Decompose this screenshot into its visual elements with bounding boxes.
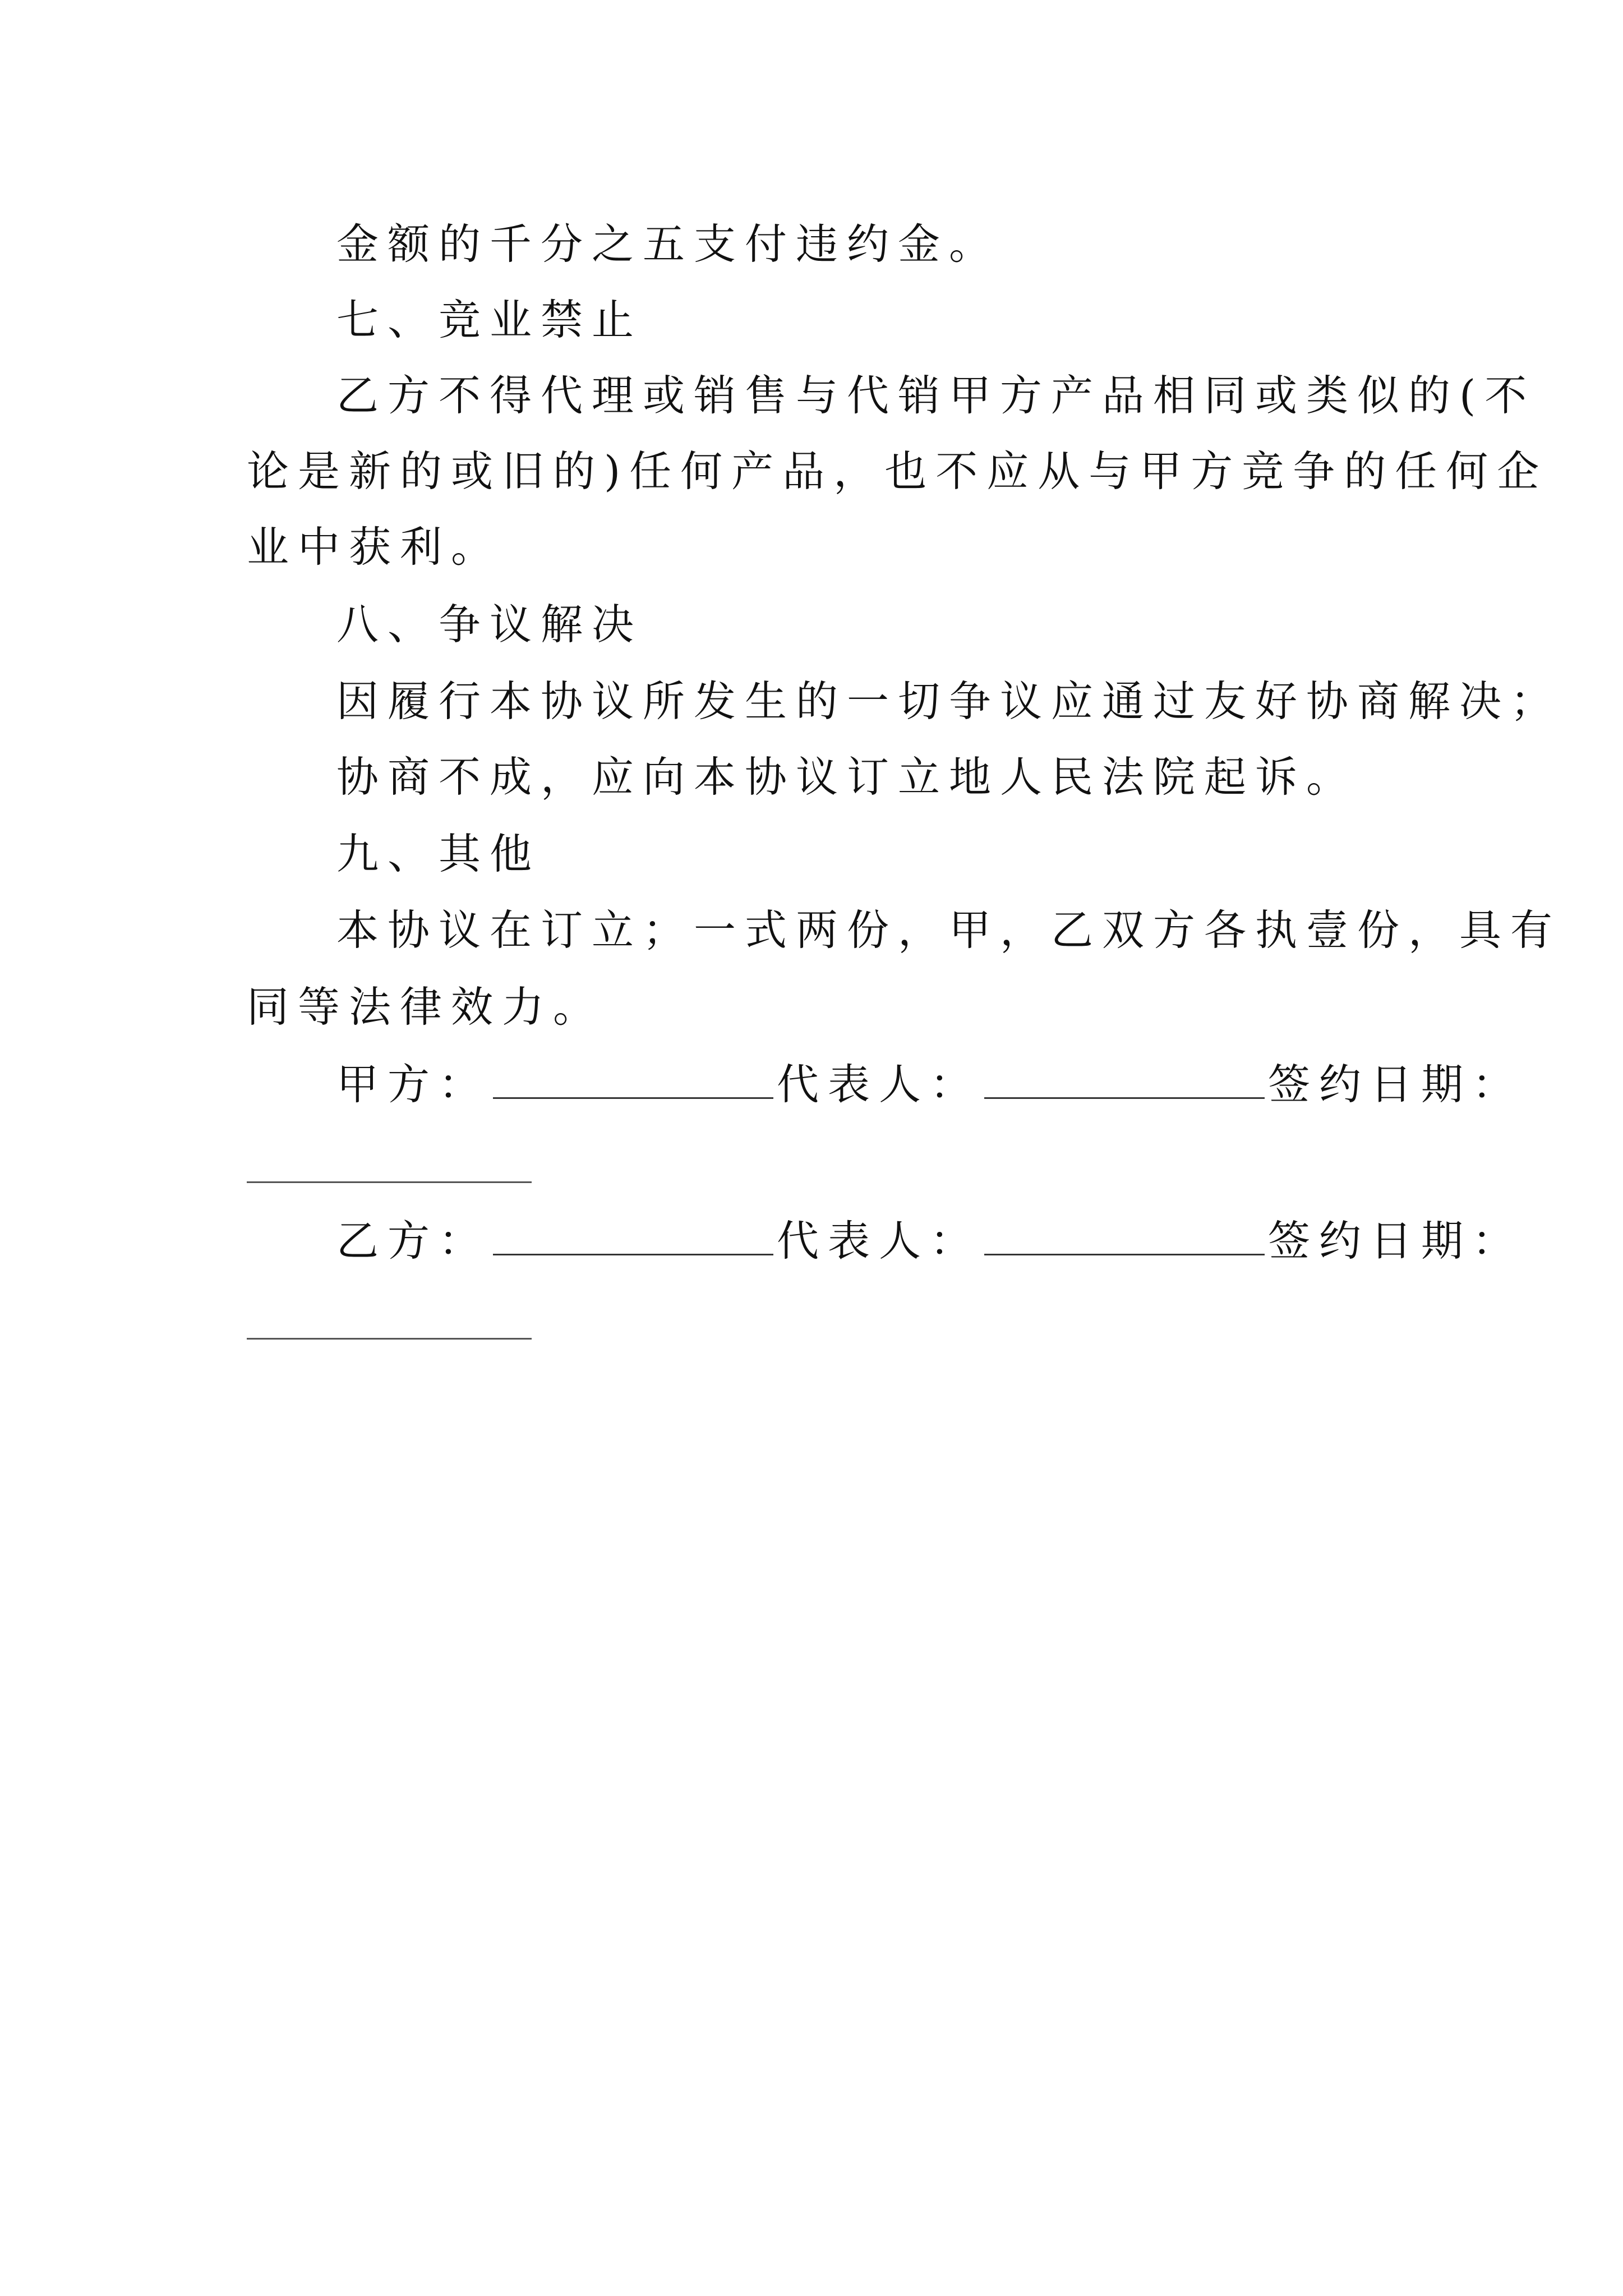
- signature-line-party-b: [336, 1213, 1524, 1269]
- signature-line-party-a: [336, 1056, 1524, 1112]
- clause-text: 协商不成，应向本协议订立地人民法院起诉。: [336, 752, 1358, 802]
- party-a-blank[interactable]: [493, 1058, 773, 1099]
- signing-date-label: 签约日期：: [1268, 1216, 1524, 1266]
- section-heading-other: 九、其他: [336, 829, 541, 878]
- clause-text: 业中获利。: [247, 522, 502, 572]
- party-b-blank[interactable]: [493, 1214, 773, 1255]
- party-b-label: 乙方：: [336, 1216, 490, 1266]
- section-heading-dispute: 八、争议解决: [336, 600, 643, 649]
- clause-text: 同等法律效力。: [247, 982, 605, 1032]
- clause-text: 本协议在订立；一式两份，甲，乙双方各执壹份，具有: [336, 905, 1562, 955]
- signing-date-label: 签约日期：: [1268, 1060, 1524, 1109]
- clause-text: 因履行本协议所发生的一切争议应通过友好协商解决；: [336, 677, 1562, 726]
- clause-text: 乙方不得代理或销售与代销甲方产品相同或类似的(不: [336, 371, 1536, 420]
- representative-label: 代表人：: [777, 1216, 981, 1266]
- representative-label: 代表人：: [777, 1060, 981, 1109]
- clause-text: 论是新的或旧的)任何产品，也不应从与甲方竞争的任何企: [247, 447, 1548, 496]
- party-b-representative-blank[interactable]: [984, 1214, 1265, 1255]
- party-b-date-blank[interactable]: [247, 1338, 532, 1340]
- party-a-representative-blank[interactable]: [984, 1058, 1265, 1099]
- clause-text: 金额的千分之五支付违约金。: [336, 219, 1000, 269]
- party-a-date-blank[interactable]: [247, 1181, 532, 1183]
- party-a-label: 甲方：: [336, 1060, 490, 1109]
- section-heading-non-compete: 七、竞业禁止: [336, 295, 643, 344]
